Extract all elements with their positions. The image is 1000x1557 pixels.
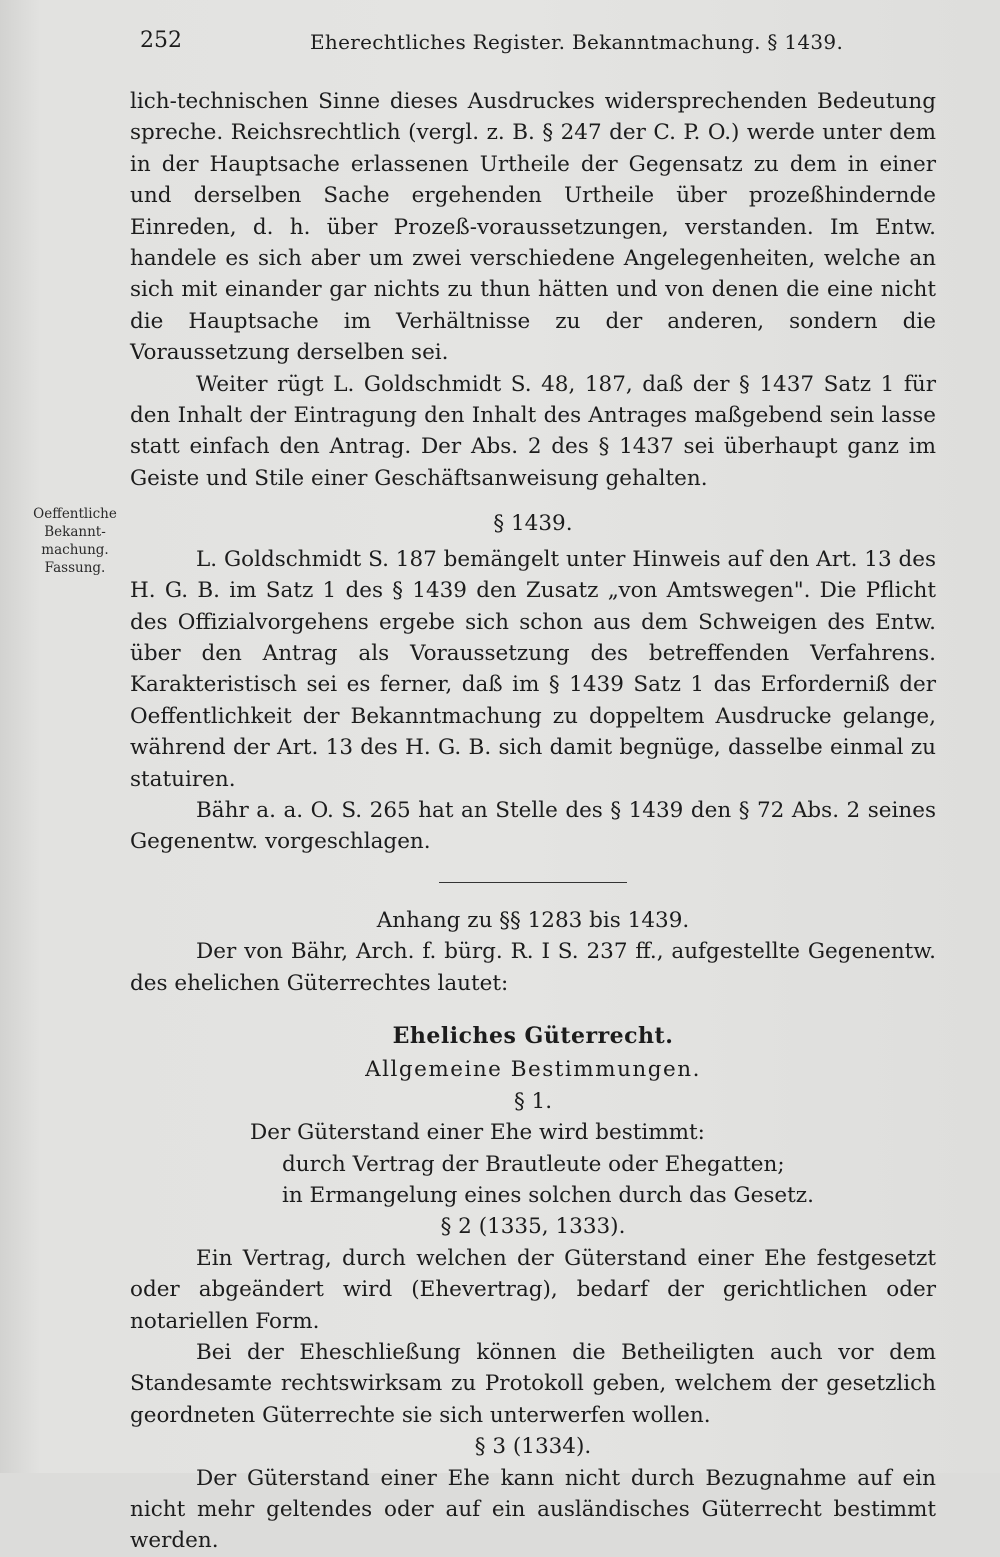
section-heading: § 1. bbox=[513, 1088, 553, 1114]
paragraph: Ein Vertrag, durch welchen der Güterstand einer Ehe festgesetzt oder abgeändert wird (Ehevertrag), bedarf der gerichtlichen oder notariellen Form. bbox=[130, 1245, 936, 1334]
paragraph: Der von Bähr, Arch. f. bürg. R. I S. 237 ff., aufgestellte Gegenentw. des ehelichen Güterrechtes lautet: bbox=[130, 939, 936, 996]
paragraph: Der Güterstand einer Ehe kann nicht durch Bezugnahme auf ein nicht mehr geltendes oder auf ein ausländisches Güterrecht bestimmt werden. bbox=[130, 1465, 936, 1554]
paragraph: Bei der Eheschließung können die Betheiligten auch vor dem Standesamte rechtswirksam zu Protokoll geben, welchem der gesetzlich geordneten Güterrechte sie sich unterwerfen wollen. bbox=[130, 1340, 936, 1428]
section-heading: § 1439. bbox=[493, 511, 573, 537]
margin-note-line: Fassung. bbox=[44, 560, 106, 576]
margin-note-line: machung. bbox=[41, 542, 109, 558]
sub-heading: Allgemeine Bestimmungen. bbox=[365, 1057, 701, 1083]
section-heading: § 2 (1335, 1333). bbox=[440, 1214, 626, 1240]
paragraph: Bähr a. a. O. S. 265 hat an Stelle des § 1439 den § 72 Abs. 2 seines Gegenentw. vorgeschlagen. bbox=[130, 797, 936, 855]
body-text bbox=[130, 86, 936, 1557]
running-title: Eherechtliches Register. Bekanntmachung. § 1439. bbox=[310, 30, 844, 54]
paragraph: L. Goldschmidt S. 187 bemängelt unter Hinweis auf den Art. 13 des H. G. B. im Satz 1 des § 1439 den Zusatz „von Amtswegen". Die Pflicht des Offizialvorgehens ergebe sich schon aus dem Schweigen des Entw. über den Antrag als Voraussetzung des betreffenden Verfahrens. Karakteristisch sei es ferner, daß im § 1439 Satz 1 das Erforderniß der Oeffentlichkeit der Bekanntmachung zu doppeltem Ausdrucke gelange, während der Art. 13 des H. G. B. sich damit begnüge, dasselbe einmal zu statuiren. bbox=[130, 546, 936, 792]
margin-note bbox=[26, 505, 124, 577]
provision-line: Der Güterstand einer Ehe wird bestimmt: bbox=[250, 1120, 705, 1146]
section-heading: § 3 (1334). bbox=[474, 1434, 592, 1460]
divider-rule bbox=[439, 882, 627, 883]
margin-note-line: Oeffentliche bbox=[33, 506, 117, 522]
paragraph: Weiter rügt L. Goldschmidt S. 48, 187, daß der § 1437 Satz 1 für den Inhalt der Eintragung den Inhalt des Antrages maßgebend sein lasse statt einfach den Antrag. Der Abs. 2 des § 1437 sei überhaupt ganz im Geiste und Stile einer Geschäftsanweisung gehalten. bbox=[130, 371, 936, 491]
main-heading: Eheliches Güterrecht. bbox=[392, 1022, 674, 1049]
margin-note-line: Bekannt- bbox=[44, 524, 106, 540]
appendix-title: Anhang zu §§ 1283 bis 1439. bbox=[376, 907, 690, 933]
paragraph: lich-technischen Sinne dieses Ausdruckes widersprechenden Bedeutung spreche. Reichsrechtlich (vergl. z. B. § 247 der C. P. O.) werde unter dem in der Hauptsache erlassenen Urtheile der Gegensatz zu dem in einer und derselben Sache ergehenden Urtheile über prozeßhindernde Einreden, d. h. über Prozeß-voraussetzungen, verstanden. Im Entw. handele es sich aber um zwei verschiedene Angelegenheiten, welche an sich mit einander gar nichts zu thun hätten und von denen die eine nicht die Hauptsache im Verhältnisse zu der anderen, sondern die Voraussetzung derselben sei. bbox=[130, 89, 936, 366]
provision-line: durch Vertrag der Brautleute oder Ehegatten; bbox=[282, 1151, 785, 1177]
provision-line: in Ermangelung eines solchen durch das Gesetz. bbox=[282, 1183, 814, 1208]
page-number: 252 bbox=[140, 28, 182, 53]
